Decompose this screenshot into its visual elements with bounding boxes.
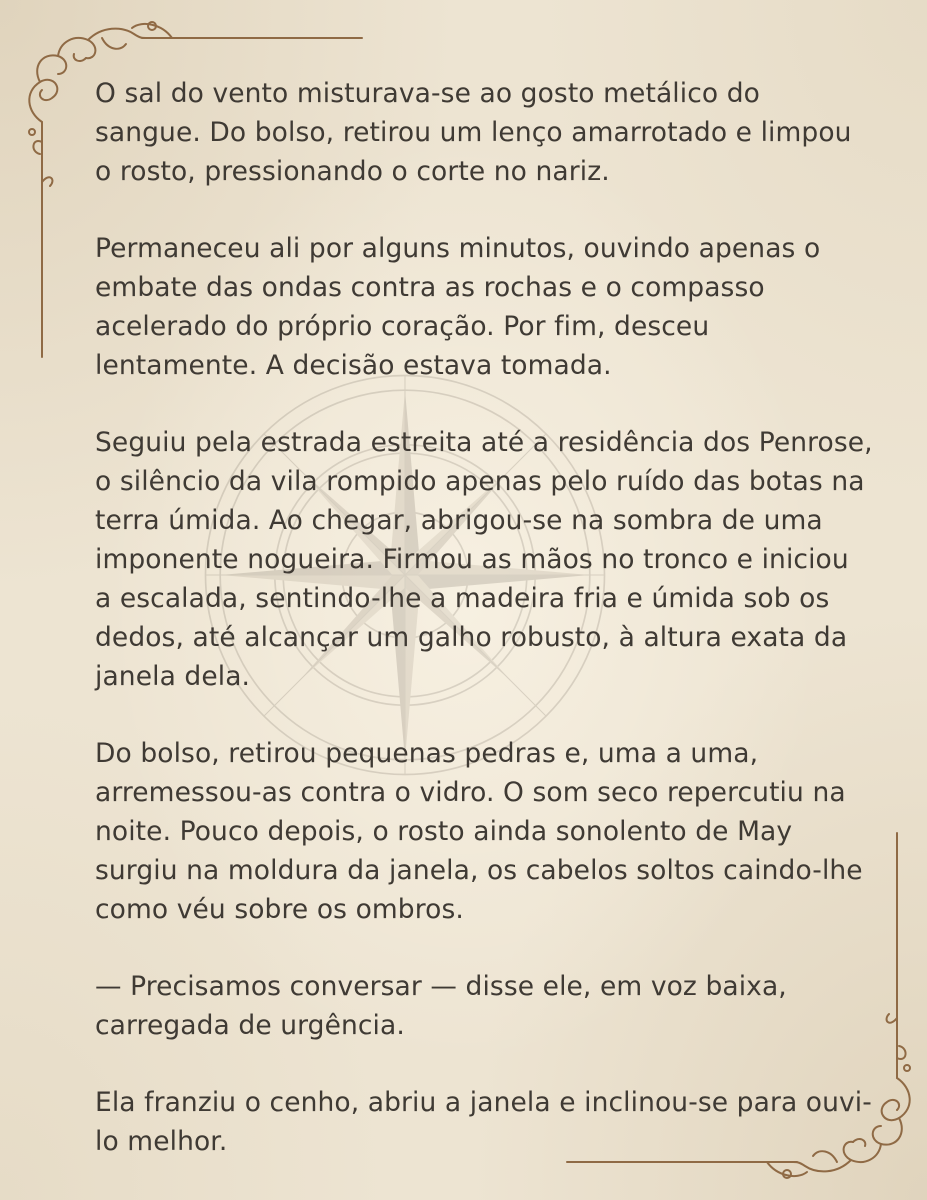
paragraph: Permaneceu ali por alguns minutos, ouvindo apenas o embate das ondas contra as rochas e o compasso acelerado do próprio coração. Por fim, desceu lentamente. A decisão estava tomada. bbox=[95, 233, 821, 381]
paragraph: Ela franziu o cenho, abriu a janela e inclinou-se para ouvi- lo melhor. bbox=[95, 1087, 872, 1157]
paragraph: Seguiu pela estrada estreita até a residência dos Penrose, o silêncio da vila rompido apenas pelo ruído das botas na terra úmida. Ao chegar, abrigou-se na sombra de uma imponente nogueira. Firmou as mãos no tronco e iniciou a escalada, sentindo-lhe a madeira fria e úmida sob os dedos, até alcançar um galho robusto, à altura exata da janela dela. bbox=[95, 427, 873, 692]
paragraph: Do bolso, retirou pequenas pedras e, uma a uma, arremessou-as contra o vidro. O som seco repercutiu na noite. Pouco depois, o rosto ainda sonolento de May surgiu na moldura da janela, os cabelos soltos caindo-lhe como véu sobre os ombros. bbox=[95, 738, 863, 925]
paragraph: — Precisamos conversar — disse ele, em voz baixa, carregada de urgência. bbox=[95, 971, 787, 1041]
paragraph: O sal do vento misturava-se ao gosto metálico do sangue. Do bolso, retirou um lenço amarrotado e limpou o rosto, pressionando o corte no nariz. bbox=[95, 78, 852, 187]
story-text bbox=[95, 74, 875, 1199]
